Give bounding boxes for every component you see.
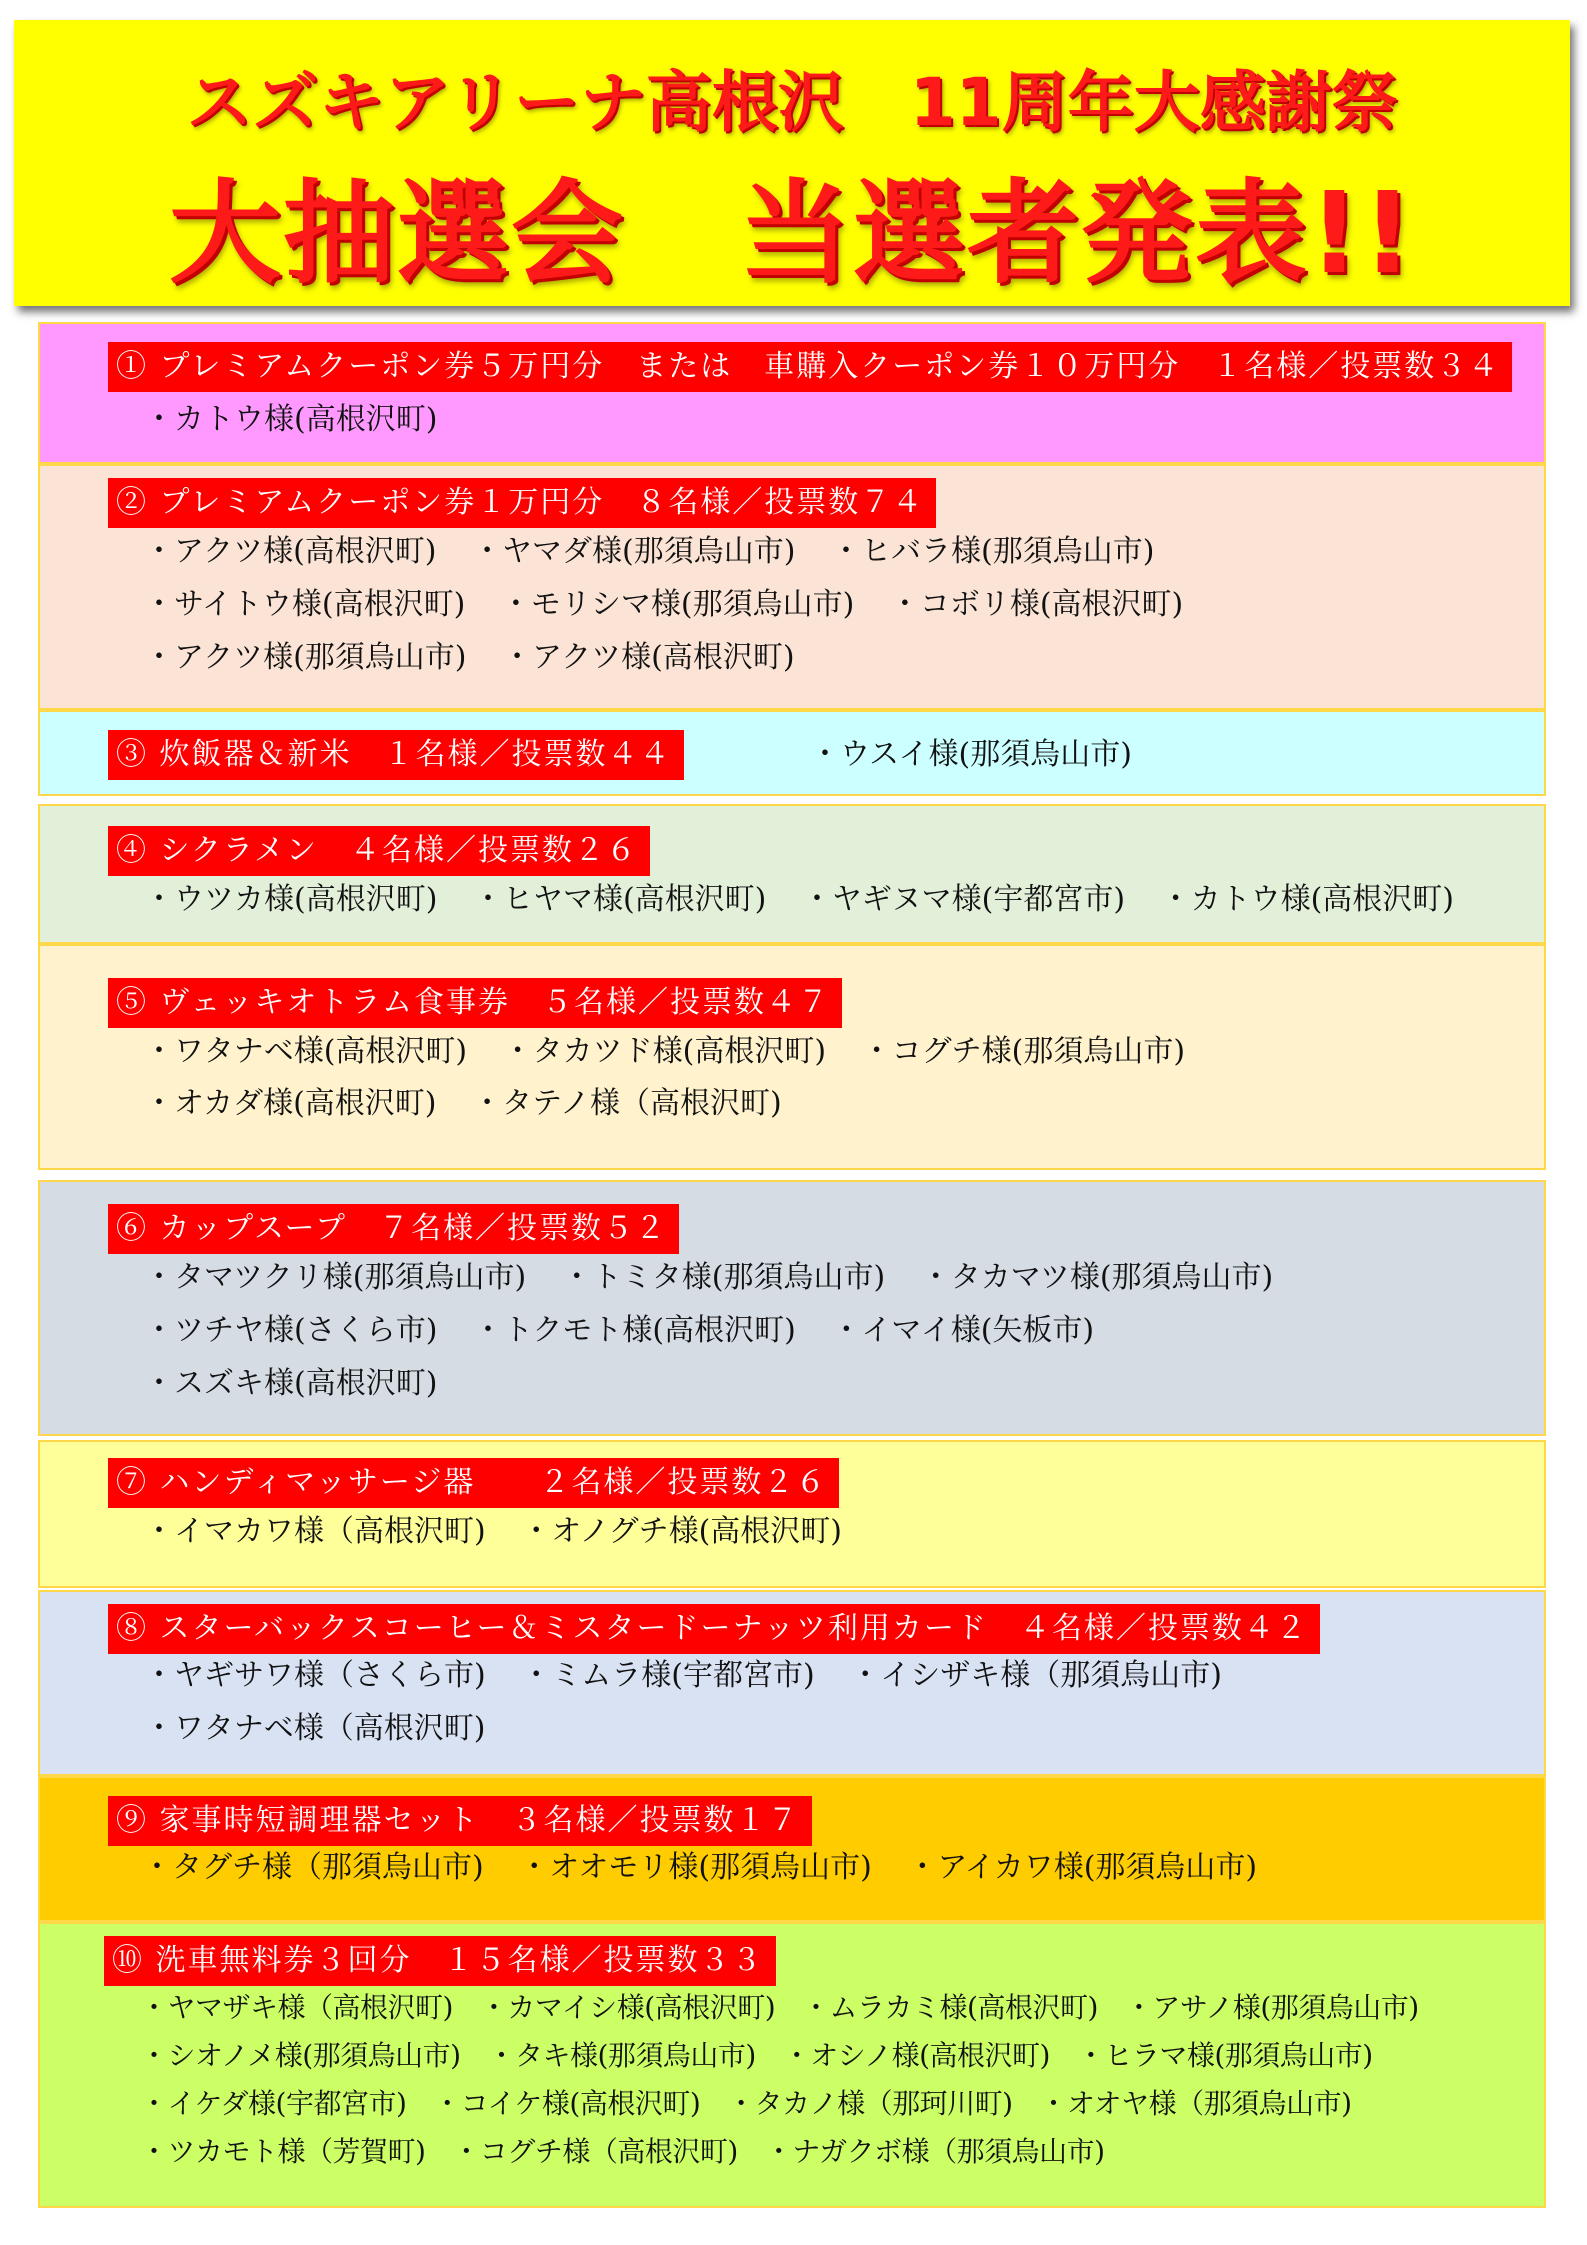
- winner-line: [144, 880, 1480, 920]
- winner-name: ・タカマツ様(那須烏山市): [920, 1260, 1274, 1295]
- winner-name: ・コグチ様(那須烏山市): [861, 1034, 1186, 1069]
- winner-name: ・アサノ様(那須烏山市): [1124, 1991, 1419, 2024]
- winner-name: ・サイトウ様(高根沢町): [144, 587, 466, 622]
- prize-header: ② プレミアムクーポン券１万円分 ８名様／投票数７４: [108, 478, 936, 528]
- winner-name: ・イシザキ様（那須烏山市): [850, 1658, 1222, 1693]
- winner-line: [140, 2036, 1391, 2076]
- winner-name: ・タカノ様（那珂川町): [727, 2087, 1013, 2120]
- winner-name: ・イケダ様(宇都宮市): [140, 2087, 407, 2120]
- winner-line: [144, 1709, 511, 1749]
- prize-box-1: [38, 322, 1546, 464]
- winner-line: [142, 1848, 1283, 1888]
- winner-line: [140, 2132, 1123, 2172]
- winner-line: [810, 735, 1158, 775]
- winner-name: ・ヤマダ様(那須烏山市): [472, 534, 796, 569]
- winner-name: ・ヒバラ様(那須烏山市): [831, 534, 1155, 569]
- prize-header: ① プレミアムクーポン券５万円分 または 車購入クーポン券１０万円分 １名様／投票数３４: [108, 342, 1512, 392]
- winner-name: ・ツカモト様（芳賀町): [140, 2135, 426, 2168]
- winner-name: ・ツチヤ様(さくら市): [144, 1313, 438, 1348]
- prize-header: ⑩ 洗車無料券３回分 １５名様／投票数３３: [104, 1936, 776, 1986]
- winner-line: [144, 1364, 463, 1404]
- prize-box-10: [38, 1922, 1546, 2208]
- prize-box-4: [38, 804, 1546, 944]
- winner-name: ・カトウ様(高根沢町): [1160, 882, 1455, 917]
- winner-name: ・アクツ様(那須烏山市): [144, 640, 467, 675]
- prize-box-8: [38, 1590, 1546, 1776]
- winner-name: ・イマイ様(矢板市): [831, 1313, 1095, 1348]
- winner-name: ・オカダ様(高根沢町): [144, 1086, 437, 1121]
- winner-line: [144, 1084, 808, 1124]
- winner-line: [144, 585, 1209, 625]
- winner-line: [144, 638, 821, 678]
- winner-line: [144, 1032, 1211, 1072]
- winner-name: ・トミタ様(那須烏山市): [561, 1260, 886, 1295]
- winner-name: ・ムラカミ様(高根沢町): [802, 1991, 1098, 2024]
- prize-box-2: [38, 464, 1546, 710]
- prize-header: ⑤ ヴェッキオトラム食事券 ５名様／投票数４７: [108, 978, 842, 1028]
- winner-line: [140, 1988, 1437, 2028]
- winner-name: ・ワタナベ様（高根沢町): [144, 1711, 486, 1746]
- prize-header: ⑦ ハンディマッサージ器 ２名様／投票数２６: [108, 1458, 839, 1508]
- winner-name: ・ウスイ様(那須烏山市): [810, 737, 1132, 772]
- winner-name: ・ワタナベ様(高根沢町): [144, 1034, 468, 1069]
- winner-name: ・タマツクリ様(那須烏山市): [144, 1260, 527, 1295]
- winner-name: ・アクツ様(高根沢町): [502, 640, 795, 675]
- winner-name: ・タテノ様（高根沢町): [472, 1086, 782, 1121]
- winner-name: ・ウツカ様(高根沢町): [144, 882, 438, 917]
- winner-name: ・コイケ様(高根沢町): [433, 2087, 701, 2120]
- winner-name: ・ヤギサワ様（さくら市): [144, 1658, 486, 1693]
- event-title: スズキアリーナ高根沢 11周年大感謝祭: [186, 64, 1398, 141]
- prize-box-6: [38, 1180, 1546, 1436]
- winner-line: [144, 1258, 1299, 1298]
- winner-line: [140, 2084, 1370, 2124]
- prize-header: ⑧ スターバックスコーヒー＆ミスタードーナッツ利用カード ４名様／投票数４２: [108, 1604, 1320, 1654]
- winner-name: ・スズキ様(高根沢町): [144, 1366, 438, 1401]
- winner-name: ・アイカワ様(那須烏山市): [907, 1850, 1258, 1885]
- winner-name: ・タグチ様（那須烏山市): [142, 1850, 484, 1885]
- winner-name: ・オオモリ様(那須烏山市): [519, 1850, 872, 1885]
- prize-box-9: [38, 1776, 1546, 1922]
- prize-header: ④ シクラメン ４名様／投票数２６: [108, 826, 650, 876]
- winner-name: ・ナガクボ様（那須烏山市): [764, 2135, 1105, 2168]
- winner-name: ・オシノ様(高根沢町): [782, 2039, 1050, 2072]
- winner-name: ・ヒラマ様(那須烏山市): [1076, 2039, 1373, 2072]
- winner-line: [144, 400, 463, 440]
- prize-box-3: [38, 710, 1546, 796]
- prize-box-7: [38, 1440, 1546, 1588]
- winner-name: ・トクモト様(高根沢町): [472, 1313, 796, 1348]
- winner-line: [144, 532, 1180, 572]
- winner-name: ・カマイシ様(高根沢町): [479, 1991, 776, 2024]
- winner-name: ・タキ様(那須烏山市): [487, 2039, 756, 2072]
- prize-header: ③ 炊飯器＆新米 １名様／投票数４４: [108, 730, 684, 780]
- winner-name: ・ヤマザキ様（高根沢町): [140, 1991, 453, 2024]
- prize-header: ⑨ 家事時短調理器セット ３名様／投票数１７: [108, 1796, 812, 1846]
- winner-name: ・オオヤ様（那須烏山市): [1039, 2087, 1352, 2120]
- winner-name: ・オノグチ様(高根沢町): [521, 1514, 842, 1549]
- winner-name: ・シオノメ様(那須烏山市): [140, 2039, 461, 2072]
- winner-line: [144, 1512, 868, 1552]
- winner-name: ・コグチ様（高根沢町): [452, 2135, 738, 2168]
- winner-name: ・イマカワ様（高根沢町): [144, 1514, 486, 1549]
- announcement-title: 大抽選会 当選者発表!!: [168, 169, 1416, 299]
- winner-line: [144, 1656, 1248, 1696]
- title-banner: [14, 20, 1570, 306]
- prize-box-5: [38, 944, 1546, 1170]
- winner-name: ・アクツ様(高根沢町): [144, 534, 437, 569]
- winner-name: ・ミムラ様(宇都宮市): [521, 1658, 815, 1693]
- winner-line: [144, 1311, 1120, 1351]
- winner-name: ・コボリ様(高根沢町): [889, 587, 1184, 622]
- winner-name: ・ヤギヌマ様(宇都宮市): [801, 882, 1126, 917]
- winner-name: ・タカツド様(高根沢町): [502, 1034, 827, 1069]
- winner-name: ・ヒヤマ様(高根沢町): [472, 882, 767, 917]
- winner-name: ・モリシマ様(那須烏山市): [500, 587, 855, 622]
- winner-name: ・カトウ様(高根沢町): [144, 402, 438, 437]
- prize-header: ⑥ カップスープ ７名様／投票数５２: [108, 1204, 679, 1254]
